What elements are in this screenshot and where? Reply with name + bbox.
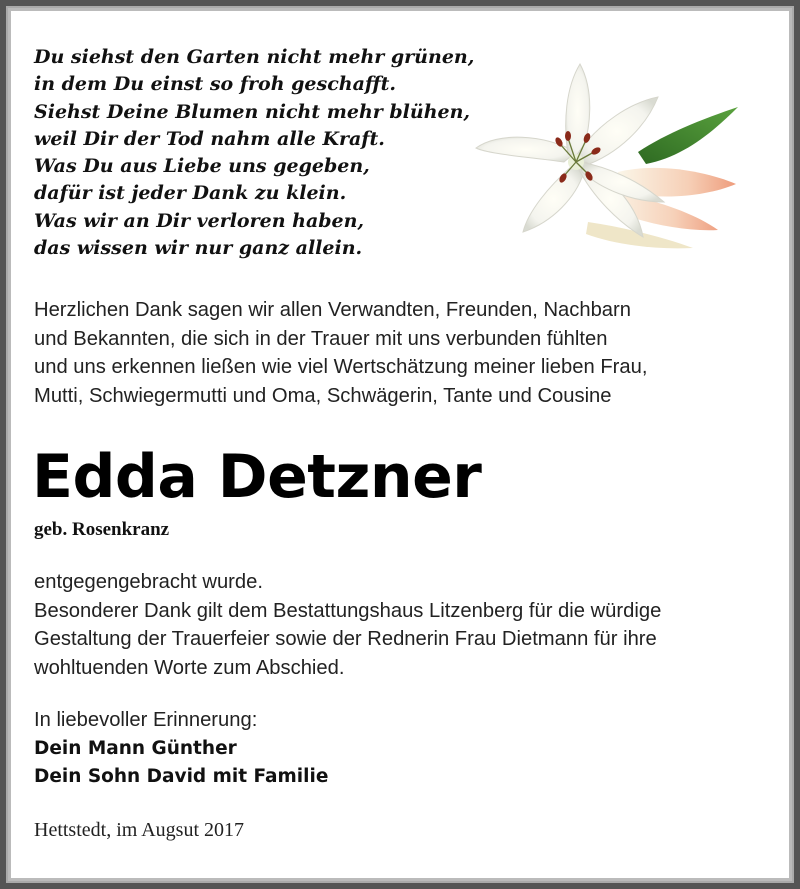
text-line: entgegengebracht wurde. — [34, 571, 263, 593]
text-line: und Bekannten, die sich in der Trauer mit uns verbunden fühlten — [34, 327, 608, 350]
text-line: Herzlichen Dank sagen wir allen Verwandten, Freunden, Nachbarn — [34, 299, 631, 321]
text-line: Gestaltung der Trauerfeier sowie der Rednerin Frau Dietmann für ihre — [34, 628, 657, 651]
poem-line: Was wir an Dir verloren haben, — [34, 209, 365, 232]
lily-flower-image — [468, 62, 740, 250]
poem-line: Siehst Deine Blumen nicht mehr blühen, — [34, 100, 471, 123]
text-line: wohltuenden Worte zum Abschied. — [34, 656, 345, 679]
poem-line: Du siehst den Garten nicht mehr grünen, — [34, 46, 475, 68]
closing-block — [34, 706, 328, 792]
poem-line: dafür ist jeder Dank zu klein. — [34, 182, 347, 205]
text-line: Besonderer Dank gilt dem Bestattungshaus Litzenberg für die würdige — [34, 599, 662, 622]
closing-intro: In liebevoller Erinnerung: — [34, 709, 258, 731]
thank-you-body — [34, 568, 774, 682]
deceased-name: Edda Detzner — [32, 442, 482, 512]
signer: Dein Mann Günther — [34, 737, 237, 759]
poem-line: in dem Du einst so froh geschafft. — [34, 73, 396, 96]
poem-line: das wissen wir nur ganz allein. — [34, 237, 363, 260]
poem-line: weil Dir der Tod nahm alle Kraft. — [34, 127, 385, 150]
thank-you-intro — [34, 296, 774, 410]
text-line: Mutti, Schwiegermutti und Oma, Schwägerin, Tante und Cousine — [34, 384, 612, 407]
memorial-poem — [34, 44, 474, 262]
maiden-name: geb. Rosenkranz — [34, 519, 170, 540]
text-line: und uns erkennen ließen wie viel Wertschätzung meiner lieben Frau, — [34, 356, 648, 379]
poem-line: Was Du aus Liebe uns gegeben, — [34, 155, 370, 178]
signer: Dein Sohn David mit Familie — [34, 766, 329, 788]
place-date: Hettstedt, im Augsut 2017 — [34, 819, 244, 841]
